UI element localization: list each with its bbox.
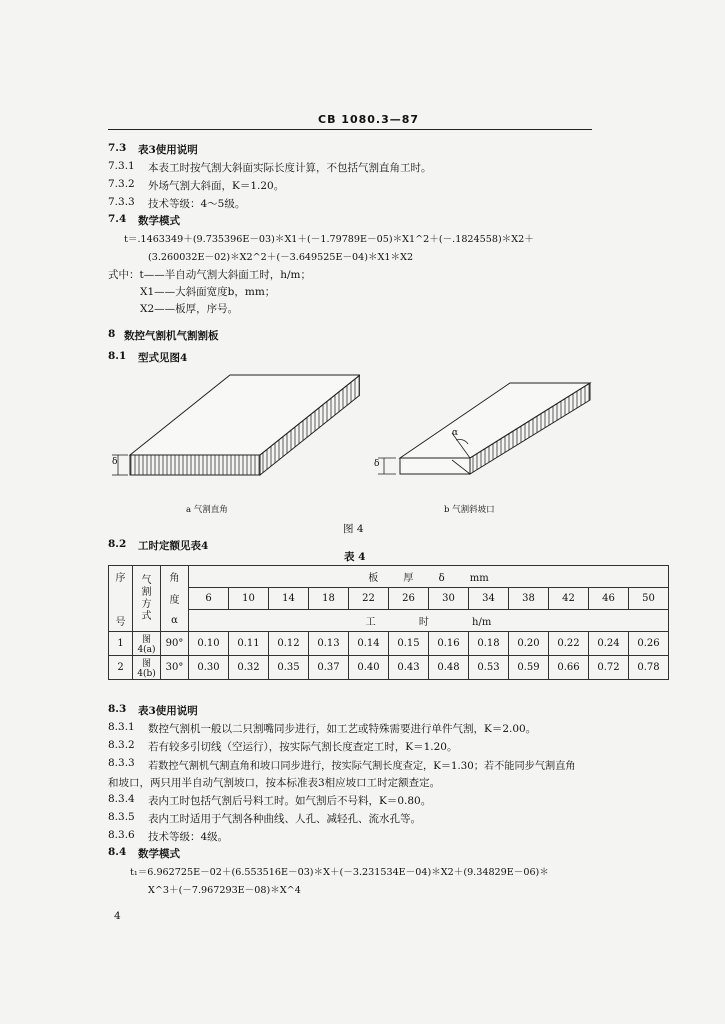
row-1-angle: 90° xyxy=(161,632,189,656)
item-8-3-2-text: 若有较多引切线（空运行），按实际气割长度查定工时，K＝1.20。 xyxy=(148,741,458,753)
figure-4a-caption: a 气割直角 xyxy=(186,505,228,515)
row-1-value: 0.13 xyxy=(309,632,349,656)
section-8-3-title: 表3使用说明 xyxy=(138,705,198,717)
header-thickness: 板 厚 δ mm xyxy=(189,566,669,588)
section-8-title: 数控气割机气割割板 xyxy=(124,330,219,342)
figure-4b-delta-label: δ xyxy=(374,459,380,469)
row-2-value: 0.59 xyxy=(509,656,549,680)
item-7-3-1-text: 本表工时按气割大斜面实际长度计算，不包括气割直角工时。 xyxy=(148,162,432,174)
row-2-method: 图4(b) xyxy=(133,656,161,680)
section-8-1-title: 型式见图4 xyxy=(138,352,188,364)
item-8-3-6-text: 技术等级：4级。 xyxy=(148,831,229,843)
row-1-method: 图4(a) xyxy=(133,632,161,656)
section-8-1-number: 8.1 xyxy=(108,350,127,362)
item-8-3-3-text: 若数控气割机气割直角和坡口同步进行，按实际气割长度查定，K＝1.30；若不能同步气割直角 xyxy=(148,761,576,772)
header-seq-bottom: 号 xyxy=(109,610,133,632)
item-8-3-2-number: 8.3.2 xyxy=(108,739,135,751)
formula-8-4-line1: t₁＝6.962725E－02＋(6.553516E－03)＊X＋(－3.231534E－04)＊X2＋(9.34829E－06)＊ xyxy=(130,867,549,878)
thickness-col-12: 50 xyxy=(629,588,669,610)
section-8-4-title: 数学模式 xyxy=(138,848,180,860)
item-7-3-2-number: 7.3.2 xyxy=(108,178,135,190)
row-2-value: 0.66 xyxy=(549,656,589,680)
row-1-value: 0.24 xyxy=(589,632,629,656)
row-2-value: 0.35 xyxy=(269,656,309,680)
thickness-col-9: 38 xyxy=(509,588,549,610)
figure-4-title: 图 4 xyxy=(343,523,364,535)
item-7-3-2-text: 外场气割大斜面，K＝1.20。 xyxy=(148,180,285,192)
where-line-3: X2——板厚，序号。 xyxy=(140,303,239,315)
thickness-col-1: 6 xyxy=(189,588,229,610)
row-1-seq: 1 xyxy=(109,632,133,656)
section-8-4-number: 8.4 xyxy=(108,846,127,858)
item-8-3-1-number: 8.3.1 xyxy=(108,721,135,733)
row-1-value: 0.26 xyxy=(629,632,669,656)
item-8-3-5-text: 表内工时适用于气割各种曲线、人孔、减轻孔、流水孔等。 xyxy=(148,813,421,825)
item-8-3-4-number: 8.3.4 xyxy=(108,793,135,805)
row-2-value: 0.43 xyxy=(389,656,429,680)
section-7-4-number: 7.4 xyxy=(108,213,127,225)
figure-4b-caption: b 气割斜坡口 xyxy=(444,505,495,515)
table-row xyxy=(109,656,669,680)
section-7-3-number: 7.3 xyxy=(108,142,127,154)
row-1-value: 0.15 xyxy=(389,632,429,656)
figure-4b-alpha-label: α xyxy=(452,428,459,438)
header-angle: 角 xyxy=(161,566,189,588)
row-2-value: 0.40 xyxy=(349,656,389,680)
figure-4a-delta-label: δ xyxy=(112,457,118,467)
item-8-3-1-text: 数控气割机一般以二只割嘴同步进行，如工艺或特殊需要进行单件气割，K＝2.00。 xyxy=(148,723,537,735)
header-time: 工 时 h/m xyxy=(189,610,669,632)
item-7-3-3-text: 技术等级：4～5级。 xyxy=(148,198,246,210)
page-number: 4 xyxy=(114,910,121,922)
thickness-col-11: 46 xyxy=(589,588,629,610)
table-4 xyxy=(108,565,669,680)
formula-8-4-line2: X^3＋(－7.967293E－08)＊X^4 xyxy=(148,885,301,896)
row-2-value: 0.48 xyxy=(429,656,469,680)
thickness-col-7: 30 xyxy=(429,588,469,610)
row-2-value: 0.30 xyxy=(189,656,229,680)
document-code: CB 1080.3—87 xyxy=(318,113,420,126)
header-seq-spacer xyxy=(109,588,133,610)
section-8-3-number: 8.3 xyxy=(108,703,127,715)
thickness-col-6: 26 xyxy=(389,588,429,610)
section-8-2-title: 工时定额见表4 xyxy=(138,540,209,552)
item-8-3-5-number: 8.3.5 xyxy=(108,811,135,823)
section-7-3-title: 表3使用说明 xyxy=(138,144,198,156)
row-1-value: 0.12 xyxy=(269,632,309,656)
section-8-number: 8 xyxy=(108,328,116,340)
row-2-seq: 2 xyxy=(109,656,133,680)
section-7-4-title: 数学模式 xyxy=(138,215,180,227)
formula-7-4-line2: (3.260032E－02)＊X2^2＋(－3.649525E－04)＊X1＊X2 xyxy=(148,252,414,263)
item-7-3-1-number: 7.3.1 xyxy=(108,160,135,172)
row-2-angle: 30° xyxy=(161,656,189,680)
thickness-col-4: 18 xyxy=(309,588,349,610)
figure-4a-drawing xyxy=(110,370,360,490)
header-rule xyxy=(108,129,592,130)
row-1-value: 0.16 xyxy=(429,632,469,656)
formula-7-4-line1: t＝.1463349＋(9.735396E－03)＊X1＋(－1.79789E－05)＊X1^2＋(－.1824558)＊X2＋ xyxy=(124,234,534,245)
table-4-title: 表 4 xyxy=(344,551,366,563)
row-2-value: 0.78 xyxy=(629,656,669,680)
table-row xyxy=(109,632,669,656)
row-1-value: 0.14 xyxy=(349,632,389,656)
row-2-value: 0.72 xyxy=(589,656,629,680)
row-2-value: 0.37 xyxy=(309,656,349,680)
header-method: 气割方式 xyxy=(133,566,161,632)
row-1-value: 0.20 xyxy=(509,632,549,656)
thickness-col-5: 22 xyxy=(349,588,389,610)
row-1-value: 0.10 xyxy=(189,632,229,656)
thickness-col-2: 10 xyxy=(229,588,269,610)
row-1-value: 0.22 xyxy=(549,632,589,656)
where-line-1: 式中：t——半自动气割大斜面工时，h/m； xyxy=(108,269,311,281)
row-2-value: 0.53 xyxy=(469,656,509,680)
item-8-3-6-number: 8.3.6 xyxy=(108,829,135,841)
item-8-3-3-continuation: 和坡口，两只用半自动气割坡口，按本标准表3相应坡口工时定额查定。 xyxy=(108,777,441,789)
section-8-2-number: 8.2 xyxy=(108,538,127,550)
header-degree: 度 xyxy=(161,588,189,610)
item-7-3-3-number: 7.3.3 xyxy=(108,196,135,208)
figure-4b-drawing xyxy=(372,378,600,478)
header-seq-top: 序 xyxy=(109,566,133,588)
where-line-2: X1——大斜面宽度b，mm； xyxy=(140,286,276,298)
row-2-value: 0.32 xyxy=(229,656,269,680)
thickness-col-3: 14 xyxy=(269,588,309,610)
thickness-col-10: 42 xyxy=(549,588,589,610)
header-alpha: α xyxy=(161,610,189,632)
thickness-col-8: 34 xyxy=(469,588,509,610)
row-1-value: 0.11 xyxy=(229,632,269,656)
row-1-value: 0.18 xyxy=(469,632,509,656)
item-8-3-4-text: 表内工时包括气割后号料工时。如气割后不号料，K＝0.80。 xyxy=(148,795,432,807)
item-8-3-3-number: 8.3.3 xyxy=(108,757,135,769)
